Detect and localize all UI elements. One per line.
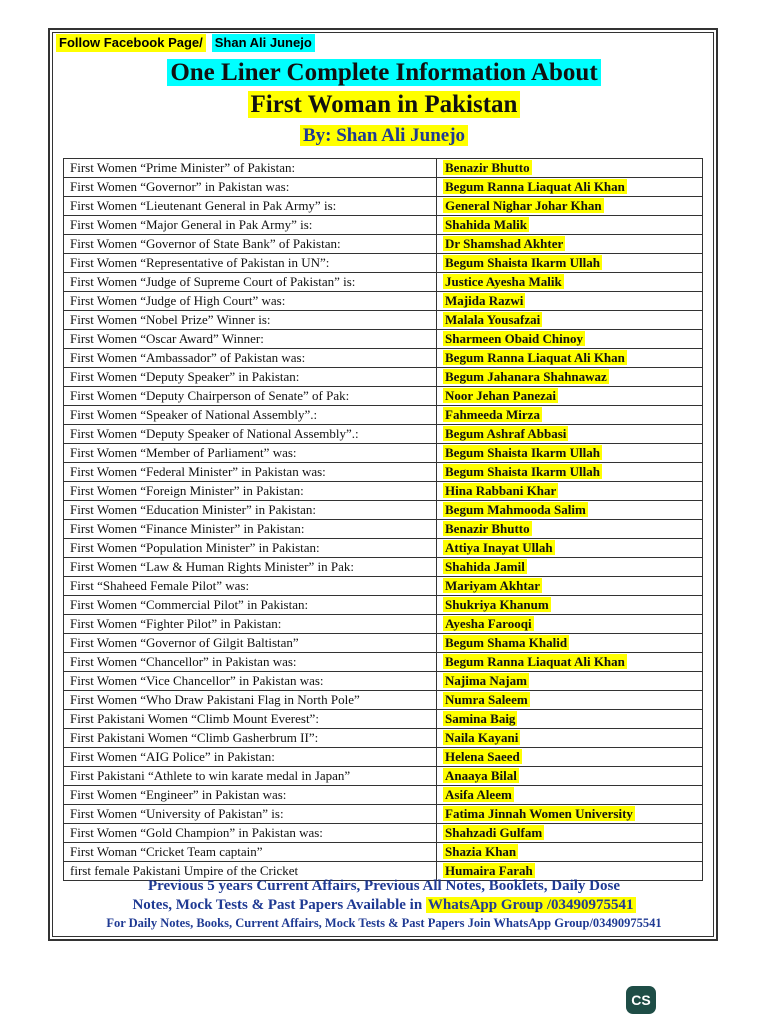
table-row: [64, 672, 703, 691]
table-row: [64, 425, 703, 444]
answer-cell: [437, 425, 703, 444]
answer-cell: [437, 444, 703, 463]
answer-cell: [437, 501, 703, 520]
table-row: [64, 577, 703, 596]
answer-cell: [437, 539, 703, 558]
author-byline: By: Shan Ali Junejo: [0, 124, 768, 148]
answer-cell: [437, 824, 703, 843]
answer-text: Attiya Inayat Ullah: [445, 540, 553, 555]
table-row: [64, 349, 703, 368]
answer-text: Fatima Jinnah Women University: [445, 806, 633, 821]
question-cell: First Women “Finance Minister” in Pakistan:: [64, 520, 437, 539]
follow-label: Follow Facebook Page/: [56, 34, 206, 52]
answer-cell: [437, 406, 703, 425]
answer-text: Asifa Aleem: [445, 787, 512, 802]
table-row: [64, 387, 703, 406]
footer-line-2: Notes, Mock Tests & Past Papers Available in WhatsApp Group /03490975541: [132, 897, 634, 913]
answer-text: Naila Kayani: [445, 730, 519, 745]
question-cell: First Women “Oscar Award” Winner:: [64, 330, 437, 349]
facts-table: [63, 158, 703, 881]
table-row: [64, 786, 703, 805]
table-row: [64, 824, 703, 843]
answer-text: Noor Jehan Panezai: [445, 388, 556, 403]
table-row: [64, 311, 703, 330]
table-row: [64, 596, 703, 615]
answer-text: Begum Ranna Liaquat Ali Khan: [445, 350, 625, 365]
question-cell: First Women “Judge of High Court” was:: [64, 292, 437, 311]
footer-line-3: For Daily Notes, Books, Current Affairs, Mock Tests & Past Papers Join WhatsApp Group/03490975541: [106, 916, 662, 930]
question-cell: First Women “Commercial Pilot” in Pakistan:: [64, 596, 437, 615]
question-cell: first female Pakistani Umpire of the Cricket: [64, 862, 437, 881]
answer-cell: [437, 368, 703, 387]
answer-cell: [437, 216, 703, 235]
question-cell: First Women “Chancellor” in Pakistan was:: [64, 653, 437, 672]
answer-text: Samina Baig: [445, 711, 516, 726]
answer-text: Fahmeeda Mirza: [445, 407, 540, 422]
table-row: [64, 292, 703, 311]
question-cell: First Women “Deputy Speaker” in Pakistan:: [64, 368, 437, 387]
table-row: [64, 444, 703, 463]
table-row: [64, 520, 703, 539]
answer-text: Begum Ranna Liaquat Ali Khan: [445, 654, 625, 669]
table-row: [64, 406, 703, 425]
question-cell: First Women “Governor of State Bank” of Pakistan:: [64, 235, 437, 254]
answer-cell: [437, 729, 703, 748]
answer-cell: [437, 349, 703, 368]
table-row: [64, 254, 703, 273]
table-row: [64, 634, 703, 653]
footer-line-1: Previous 5 years Current Affairs, Previous All Notes, Booklets, Daily Dose: [147, 878, 621, 894]
answer-cell: [437, 653, 703, 672]
question-cell: First Women “Representative of Pakistan in UN”:: [64, 254, 437, 273]
table-row: [64, 805, 703, 824]
answer-text: Begum Shaista Ikarm Ullah: [445, 445, 600, 460]
answer-text: Benazir Bhutto: [445, 521, 530, 536]
answer-text: Begum Mahmooda Salim: [445, 502, 586, 517]
table-row: [64, 767, 703, 786]
question-cell: First Women “Education Minister” in Pakistan:: [64, 501, 437, 520]
table-row: [64, 235, 703, 254]
answer-cell: [437, 254, 703, 273]
question-cell: First Pakistani “Athlete to win karate medal in Japan”: [64, 767, 437, 786]
question-cell: First Pakistani Women “Climb Mount Everest”:: [64, 710, 437, 729]
question-cell: First Women “Governor” in Pakistan was:: [64, 178, 437, 197]
answer-cell: [437, 558, 703, 577]
answer-cell: [437, 843, 703, 862]
question-cell: First Women “Vice Chancellor” in Pakistan was:: [64, 672, 437, 691]
table-row: [64, 159, 703, 178]
answer-text: Humaira Farah: [445, 863, 533, 878]
answer-cell: [437, 520, 703, 539]
answer-cell: [437, 387, 703, 406]
answer-cell: [437, 615, 703, 634]
answer-text: Begum Ashraf Abbasi: [445, 426, 567, 441]
table-row: [64, 216, 703, 235]
answer-cell: [437, 672, 703, 691]
answer-cell: [437, 596, 703, 615]
answer-cell: [437, 178, 703, 197]
answer-cell: [437, 634, 703, 653]
question-cell: First Women “Speaker of National Assembly”.:: [64, 406, 437, 425]
answer-text: Helena Saeed: [445, 749, 520, 764]
answer-cell: [437, 577, 703, 596]
answer-text: Benazir Bhutto: [445, 160, 530, 175]
answer-cell: [437, 710, 703, 729]
answer-text: Begum Shama Khalid: [445, 635, 568, 650]
table-row: [64, 539, 703, 558]
table-row: [64, 653, 703, 672]
question-cell: First Women “Gold Champion” in Pakistan was:: [64, 824, 437, 843]
question-cell: First Pakistani Women “Climb Gasherbrum II”:: [64, 729, 437, 748]
question-cell: First Women “Prime Minister” of Pakistan:: [64, 159, 437, 178]
title-line-2: First Woman in Pakistan: [0, 90, 768, 120]
table-row: [64, 178, 703, 197]
camscanner-logo-icon: CS: [626, 986, 656, 1014]
answer-cell: [437, 330, 703, 349]
question-cell: First Women “Who Draw Pakistani Flag in North Pole”: [64, 691, 437, 710]
answer-text: Hina Rabbani Khar: [445, 483, 557, 498]
question-cell: First Women “Foreign Minister” in Pakistan:: [64, 482, 437, 501]
question-cell: First Women “Lieutenant General in Pak Army” is:: [64, 197, 437, 216]
answer-text: Begum Jahanara Shahnawaz: [445, 369, 607, 384]
question-cell: First Women “Judge of Supreme Court of Pakistan” is:: [64, 273, 437, 292]
question-cell: First Women “Federal Minister” in Pakistan was:: [64, 463, 437, 482]
table-row: [64, 691, 703, 710]
question-cell: First Women “Law & Human Rights Minister” in Pak:: [64, 558, 437, 577]
answer-text: Shahida Malik: [445, 217, 528, 232]
question-cell: First Women “Population Minister” in Pakistan:: [64, 539, 437, 558]
question-cell: First Women “Major General in Pak Army” is:: [64, 216, 437, 235]
answer-cell: [437, 311, 703, 330]
answer-cell: [437, 786, 703, 805]
answer-text: Shahida Jamil: [445, 559, 525, 574]
answer-text: Begum Shaista Ikarm Ullah: [445, 464, 600, 479]
table-row: [64, 368, 703, 387]
answer-text: Justice Ayesha Malik: [445, 274, 562, 289]
answer-cell: [437, 463, 703, 482]
answer-cell: [437, 159, 703, 178]
answer-text: Numra Saleem: [445, 692, 528, 707]
question-cell: First Women “University of Pakistan” is:: [64, 805, 437, 824]
question-cell: First Women “Deputy Chairperson of Senate” of Pak:: [64, 387, 437, 406]
answer-text: Ayesha Farooqi: [445, 616, 532, 631]
table-row: [64, 558, 703, 577]
answer-text: Begum Ranna Liaquat Ali Khan: [445, 179, 625, 194]
answer-cell: [437, 691, 703, 710]
table-row: [64, 330, 703, 349]
table-row: [64, 273, 703, 292]
table-row: [64, 197, 703, 216]
answer-text: Dr Shamshad Akhter: [445, 236, 564, 251]
question-cell: First Women “Governor of Gilgit Baltistan”: [64, 634, 437, 653]
table-row: [64, 501, 703, 520]
answer-text: Sharmeen Obaid Chinoy: [445, 331, 583, 346]
table-row: [64, 729, 703, 748]
question-cell: First Women “Engineer” in Pakistan was:: [64, 786, 437, 805]
table-row: [64, 710, 703, 729]
answer-text: General Nighar Johar Khan: [445, 198, 602, 213]
answer-cell: [437, 482, 703, 501]
answer-text: Shahzadi Gulfam: [445, 825, 543, 840]
answer-text: Najima Najam: [445, 673, 527, 688]
answer-text: Anaaya Bilal: [445, 768, 517, 783]
answer-cell: [437, 273, 703, 292]
table-row: [64, 748, 703, 767]
answer-cell: [437, 292, 703, 311]
question-cell: First Women “Deputy Speaker of National Assembly”.:: [64, 425, 437, 444]
answer-cell: [437, 235, 703, 254]
facebook-page-name: Shan Ali Junejo: [212, 34, 315, 52]
question-cell: First Women “Member of Parliament” was:: [64, 444, 437, 463]
question-cell: First Women “AIG Police” in Pakistan:: [64, 748, 437, 767]
answer-text: Shazia Khan: [445, 844, 517, 859]
answer-text: Malala Yousafzai: [445, 312, 541, 327]
table-row: [64, 463, 703, 482]
answer-text: Mariyam Akhtar: [445, 578, 540, 593]
question-cell: First Women “Nobel Prize” Winner is:: [64, 311, 437, 330]
answer-text: Shukriya Khanum: [445, 597, 549, 612]
question-cell: First “Shaheed Female Pilot” was:: [64, 577, 437, 596]
question-cell: First Woman “Cricket Team captain”: [64, 843, 437, 862]
answer-cell: [437, 805, 703, 824]
answer-text: Begum Shaista Ikarm Ullah: [445, 255, 600, 270]
table-row: [64, 843, 703, 862]
question-cell: First Women “Fighter Pilot” in Pakistan:: [64, 615, 437, 634]
title-line-1: One Liner Complete Information About: [0, 58, 768, 88]
answer-cell: [437, 197, 703, 216]
answer-cell: [437, 748, 703, 767]
whatsapp-highlight: WhatsApp Group /03490975541: [427, 897, 634, 913]
table-row: [64, 615, 703, 634]
answer-text: Majida Razwi: [445, 293, 524, 308]
facebook-follow-line: [56, 34, 315, 52]
answer-cell: [437, 767, 703, 786]
table-row: [64, 482, 703, 501]
question-cell: First Women “Ambassador” of Pakistan was:: [64, 349, 437, 368]
